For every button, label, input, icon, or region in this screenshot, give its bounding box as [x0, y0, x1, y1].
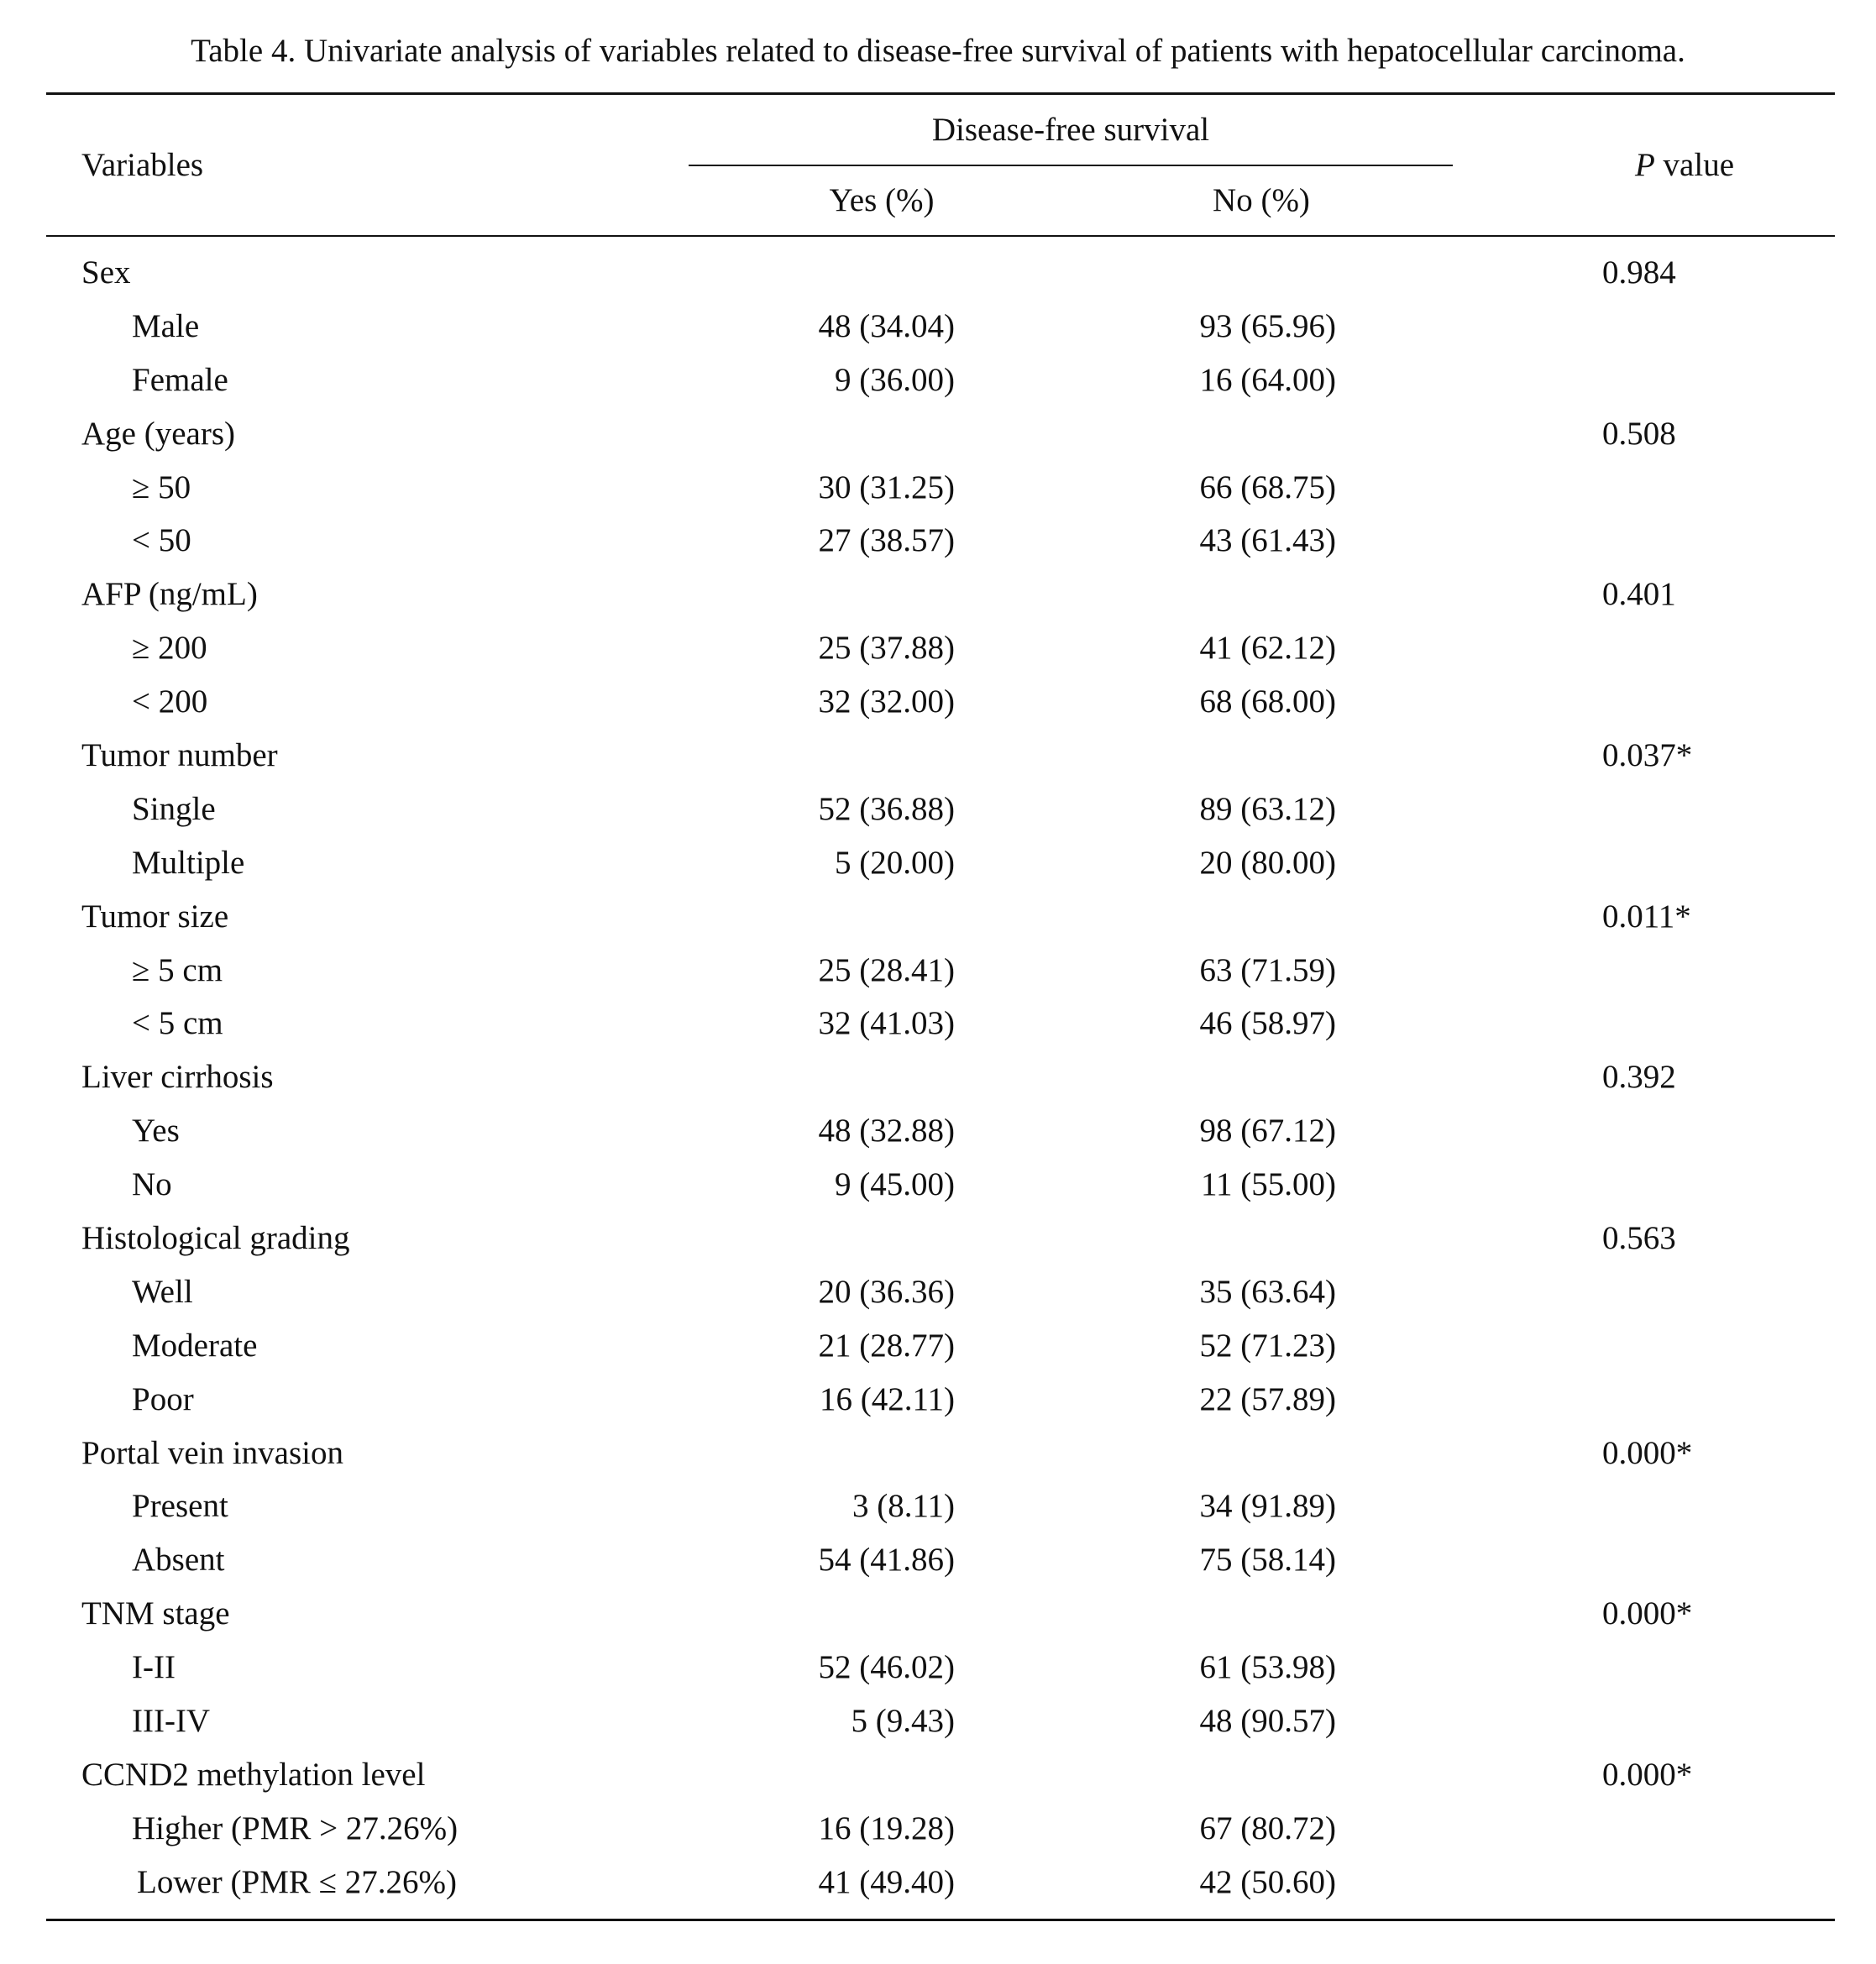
row-no-value: 68 (68.00) [1199, 683, 1336, 720]
header-yes: Yes (%) [829, 182, 935, 218]
table-row [0, 841, 1876, 894]
row-yes-value: 25 (28.41) [818, 951, 955, 988]
row-label: Male [132, 307, 200, 344]
table-body [0, 250, 1876, 1914]
row-p-value: 0.000* [1602, 1434, 1693, 1471]
table-row [0, 787, 1876, 841]
row-label: AFP (ng/mL) [81, 576, 258, 613]
row-yes-value: 48 (32.88) [818, 1113, 955, 1150]
row-p-value: 0.392 [1602, 1059, 1676, 1096]
row-label: Single [132, 790, 216, 827]
row-yes-value: 30 (31.25) [818, 469, 955, 505]
table-row [0, 1323, 1876, 1377]
row-yes-value: 5 (9.43) [851, 1703, 955, 1740]
row-p-value: 0.000* [1602, 1756, 1693, 1793]
table-row [0, 465, 1876, 519]
table-row [0, 679, 1876, 733]
table-row [0, 1699, 1876, 1752]
row-yes-value: 16 (42.11) [819, 1380, 955, 1417]
row-no-value: 43 (61.43) [1199, 522, 1336, 559]
row-yes-value: 9 (45.00) [835, 1166, 955, 1203]
row-label: Female [132, 361, 228, 398]
row-label: CCND2 methylation level [81, 1756, 426, 1793]
table-row [0, 1806, 1876, 1860]
table-row-group [0, 1055, 1876, 1108]
row-no-value: 89 (63.12) [1199, 790, 1336, 827]
row-label: Sex [81, 254, 131, 291]
row-no-value: 61 (53.98) [1199, 1649, 1336, 1686]
row-label: Present [132, 1488, 228, 1525]
row-yes-value: 32 (32.00) [818, 683, 955, 720]
row-no-value: 93 (65.96) [1199, 307, 1336, 344]
row-yes-value: 3 (8.11) [852, 1488, 955, 1525]
table-caption: Table 4. Univariate analysis of variables related to disease-free survival of patients with hepatocellular carcinoma. [191, 33, 1685, 69]
row-yes-value: 27 (38.57) [818, 522, 955, 559]
row-no-value: 48 (90.57) [1199, 1703, 1336, 1740]
row-no-value: 98 (67.12) [1199, 1113, 1336, 1150]
row-label: Tumor number [81, 737, 278, 774]
row-label: No [132, 1166, 172, 1203]
table-row-group [0, 1431, 1876, 1485]
row-no-value: 42 (50.60) [1199, 1863, 1336, 1900]
row-p-value: 0.000* [1602, 1595, 1693, 1632]
row-label: ≥ 5 cm [132, 951, 223, 988]
row-no-value: 35 (63.64) [1199, 1273, 1336, 1310]
row-label: III-IV [132, 1703, 211, 1740]
row-label: Multiple [132, 844, 245, 881]
header-disease-free-survival: Disease-free survival [931, 112, 1210, 148]
table-row-group [0, 894, 1876, 948]
row-yes-value: 48 (34.04) [818, 307, 955, 344]
header-p-value [1559, 146, 1810, 184]
row-yes-value: 25 (37.88) [818, 630, 955, 667]
table-row [0, 1001, 1876, 1055]
row-label: I-II [132, 1649, 176, 1686]
row-label: ≥ 200 [132, 630, 207, 667]
row-no-value: 66 (68.75) [1199, 469, 1336, 505]
row-no-value: 41 (62.12) [1199, 630, 1336, 667]
row-label: < 5 cm [132, 1005, 223, 1042]
header-span-rule [689, 165, 1453, 166]
table-row [0, 358, 1876, 411]
row-label: ≥ 50 [132, 469, 191, 505]
row-label: Liver cirrhosis [81, 1059, 274, 1096]
table-row [0, 518, 1876, 572]
table-row [0, 304, 1876, 358]
row-label: Lower (PMR ≤ 27.26%) [137, 1863, 458, 1900]
row-label: Poor [132, 1380, 194, 1417]
table-bottom-rule [46, 1919, 1835, 1921]
table-top-rule [46, 92, 1835, 95]
row-label: Portal vein invasion [81, 1434, 343, 1471]
table-row [0, 626, 1876, 679]
row-no-value: 16 (64.00) [1199, 361, 1336, 398]
table-row [0, 1645, 1876, 1699]
row-p-value: 0.984 [1602, 254, 1676, 291]
table-row-group [0, 1591, 1876, 1645]
row-no-value: 46 (58.97) [1199, 1005, 1336, 1042]
row-yes-value: 16 (19.28) [818, 1809, 955, 1846]
row-label: < 200 [132, 683, 208, 720]
row-yes-value: 9 (36.00) [835, 361, 955, 398]
row-label: Moderate [132, 1327, 258, 1364]
row-label: < 50 [132, 522, 191, 559]
row-yes-value: 41 (49.40) [818, 1863, 955, 1900]
header-p-rest: value [1654, 147, 1735, 183]
row-label: Well [132, 1273, 193, 1310]
row-label: Yes [132, 1113, 180, 1150]
row-p-value: 0.508 [1602, 415, 1676, 452]
row-yes-value: 5 (20.00) [835, 844, 955, 881]
row-no-value: 20 (80.00) [1199, 844, 1336, 881]
table-row [0, 1377, 1876, 1431]
row-yes-value: 52 (46.02) [818, 1649, 955, 1686]
header-variables: Variables [81, 147, 204, 183]
row-label: TNM stage [81, 1595, 230, 1632]
row-label: Tumor size [81, 898, 229, 935]
row-p-value: 0.563 [1602, 1220, 1676, 1257]
row-no-value: 22 (57.89) [1199, 1380, 1336, 1417]
header-no: No (%) [1213, 182, 1310, 218]
row-yes-value: 54 (41.86) [818, 1542, 955, 1579]
table-row-group [0, 572, 1876, 626]
row-label: Age (years) [81, 415, 235, 452]
table-row-group [0, 733, 1876, 787]
header-p-italic: P [1634, 147, 1655, 183]
row-label: Histological grading [81, 1220, 350, 1257]
row-no-value: 63 (71.59) [1199, 951, 1336, 988]
row-yes-value: 32 (41.03) [818, 1005, 955, 1042]
row-yes-value: 52 (36.88) [818, 790, 955, 827]
row-p-value: 0.401 [1602, 576, 1676, 613]
row-label: Higher (PMR > 27.26%) [132, 1809, 459, 1846]
table-row-group [0, 250, 1876, 304]
table-row [0, 1537, 1876, 1591]
table-row [0, 1108, 1876, 1162]
table-row [0, 948, 1876, 1002]
row-no-value: 67 (80.72) [1199, 1809, 1336, 1846]
table-row-group [0, 1216, 1876, 1270]
row-no-value: 34 (91.89) [1199, 1488, 1336, 1525]
row-yes-value: 20 (36.36) [818, 1273, 955, 1310]
table-row [0, 1484, 1876, 1537]
row-yes-value: 21 (28.77) [818, 1327, 955, 1364]
row-p-value: 0.037* [1602, 737, 1693, 774]
table-row-group [0, 411, 1876, 465]
table-header-rule [46, 235, 1835, 237]
row-label: Absent [132, 1542, 225, 1579]
row-no-value: 75 (58.14) [1199, 1542, 1336, 1579]
row-p-value: 0.011* [1602, 898, 1691, 935]
row-no-value: 52 (71.23) [1199, 1327, 1336, 1364]
table-row [0, 1860, 1876, 1914]
table-row [0, 1270, 1876, 1323]
table-row [0, 1162, 1876, 1216]
row-no-value: 11 (55.00) [1200, 1166, 1336, 1203]
table-row-group [0, 1752, 1876, 1806]
